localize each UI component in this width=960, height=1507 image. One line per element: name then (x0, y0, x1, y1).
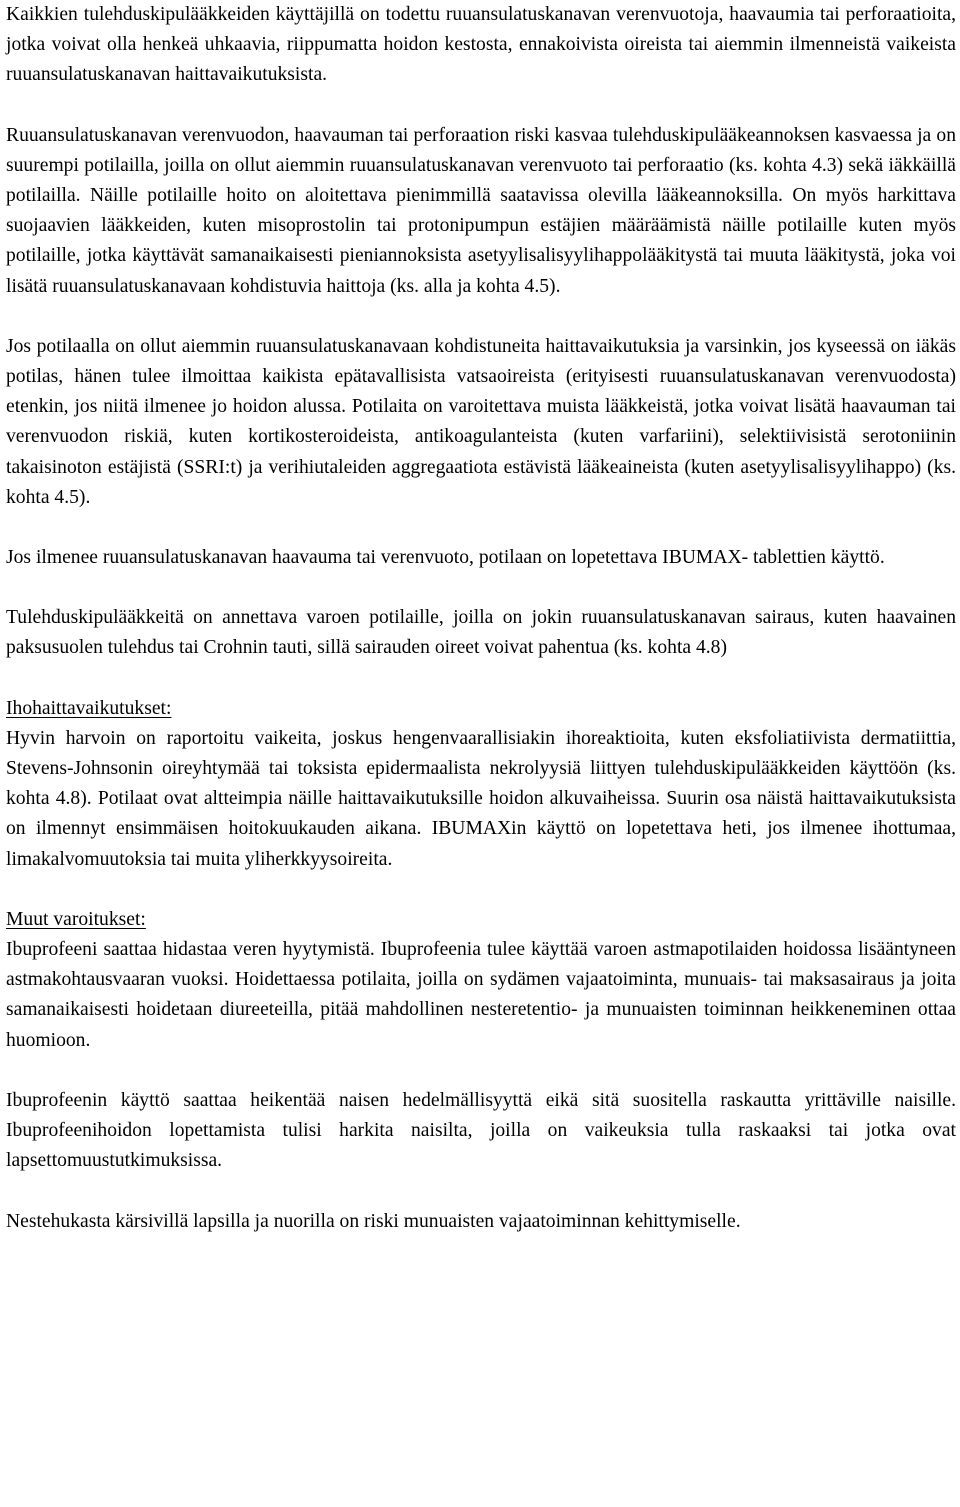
section-text-other: Ibuprofeeni saattaa hidastaa veren hyytymistä. Ibuprofeenia tulee käyttää varoen astmapotilaiden hoidossa lisääntyneen astmakohtausvaaran vuoksi. Hoidettaessa potilaita, joilla on sydämen vajaatoiminta, munuais- tai maksasairaus ja joita samanaikaisesti hoidetaan diureeteilla, pitää mahdollinen nesteretentio- ja munuaisten toiminnan heikkeneminen ottaa huomioon. (6, 939, 956, 1051)
paragraph-gi-disease-caution: Tulehduskipulääkkeitä on annettava varoen potilaille, joilla on jokin ruuansulatuskanavan sairaus, kuten haavainen paksusuolen tulehdus tai Crohnin tauti, sillä sairauden oireet voivat pahentua (ks. kohta 4.8) (6, 607, 956, 659)
paragraph-dehydration: Nestehukasta kärsivillä lapsilla ja nuorilla on riski munuaisten vajaatoiminnan kehittymiselle. (6, 1210, 741, 1232)
paragraph-prior-gi-history: Jos potilaalla on ollut aiemmin ruuansulatuskanavaan kohdistuneita haittavaikutuksia ja varsinkin, jos kyseessä on iäkäs potilas, hänen tulee ilmoittaa kaikista epätavallisista vatsaoireista (erityisesti ruuansulatuskanavan verenvuodosta) etenkin, jos niitä ilmenee jo hoidon alussa. Potilaita on varoitettava muista lääkkeistä, jotka voivat lisätä haavauman tai verenvuodon riskiä, kuten kortikosteroideista, antikoagulanteista (kuten varfariini), selektiivisistä serotoniinin takaisinoton estäjistä (SSRI:t) ja verihiutaleiden aggregaatiota estävistä lääkeaineista (kuten asetyylisalisyylihappo) (ks. kohta 4.5). (6, 335, 956, 508)
paragraph-gi-bleeding-risk: Kaikkien tulehduskipulääkkeiden käyttäjillä on todettu ruuansulatuskanavan verenvuotoja, haavaumia tai perforaatioita, jotka voivat olla henkeä uhkaavia, riippumatta hoidon kestosta, ennakoivista oireista tai aiemmin ilmenneistä vaikeista ruuansulatuskanavan haittavaikutuksista. (6, 4, 956, 86)
section-heading-skin: Ihohaittavaikutukset: (6, 697, 172, 719)
section-other-warnings (6, 905, 956, 1056)
section-text-skin: Hyvin harvoin on raportoitu vaikeita, joskus hengenvaarallisiakin ihoreaktioita, kuten eksfoliatiivista dermatiittia, Stevens-Johnsonin oireyhtymää tai toksista epidermaalista nekrolyysiä liittyen tulehduskipulääkkeiden käyttöön (ks. kohta 4.8). Potilaat ovat altteimpia näille haittavaikutuksille hoidon alkuvaiheissa. Suurin osa näistä haittavaikutuksista on ilmennyt ensimmäisen hoitokuukauden aikana. IBUMAXin käyttö on lopetettava heti, jos ilmenee ihottumaa, limakalvomuutoksia tai muita yliherkkyysoireita. (6, 727, 956, 870)
section-skin-reactions (6, 694, 956, 875)
paragraph-stop-treatment: Jos ilmenee ruuansulatuskanavan haavauma tai verenvuoto, potilaan on lopetettava IBUMAX- tablettien käyttö. (6, 547, 885, 569)
section-heading-other: Muut varoitukset: (6, 908, 146, 930)
paragraph-fertility: Ibuprofeenin käyttö saattaa heikentää naisen hedelmällisyyttä eikä sitä suositella raskautta yrittäville naisille. Ibuprofeenihoidon lopettamista tulisi harkita naisilta, joilla on vaikeuksia tulla raskaaksi tai jotka ovat lapsettomuustutkimuksissa. (6, 1089, 956, 1172)
document-body (6, 0, 956, 1237)
paragraph-risk-factors: Ruuansulatuskanavan verenvuodon, haavauman tai perforaation riski kasvaa tulehduskipulääkeannoksen kasvaessa ja on suurempi potilailla, joilla on ollut aiemmin ruuansulatuskanavan verenvuoto tai perforaatio (ks. kohta 4.3) sekä iäkkäillä potilailla. Näille potilaille hoito on aloitettava pienimmillä saatavissa olevilla lääkeannoksilla. On myös harkittava suojaavien lääkkeiden, kuten misoprostolin tai protonipumpun estäjien määräämistä näille potilaille kuten myös potilaille, jotka käyttävät samanaikaisesti pieniannoksista asetyylisalisyylihappolääkitystä tai muuta lääkitystä, joka voi lisätä ruuansulatuskanavaan kohdistuvia haittoja (ks. alla ja kohta 4.5). (6, 124, 956, 297)
